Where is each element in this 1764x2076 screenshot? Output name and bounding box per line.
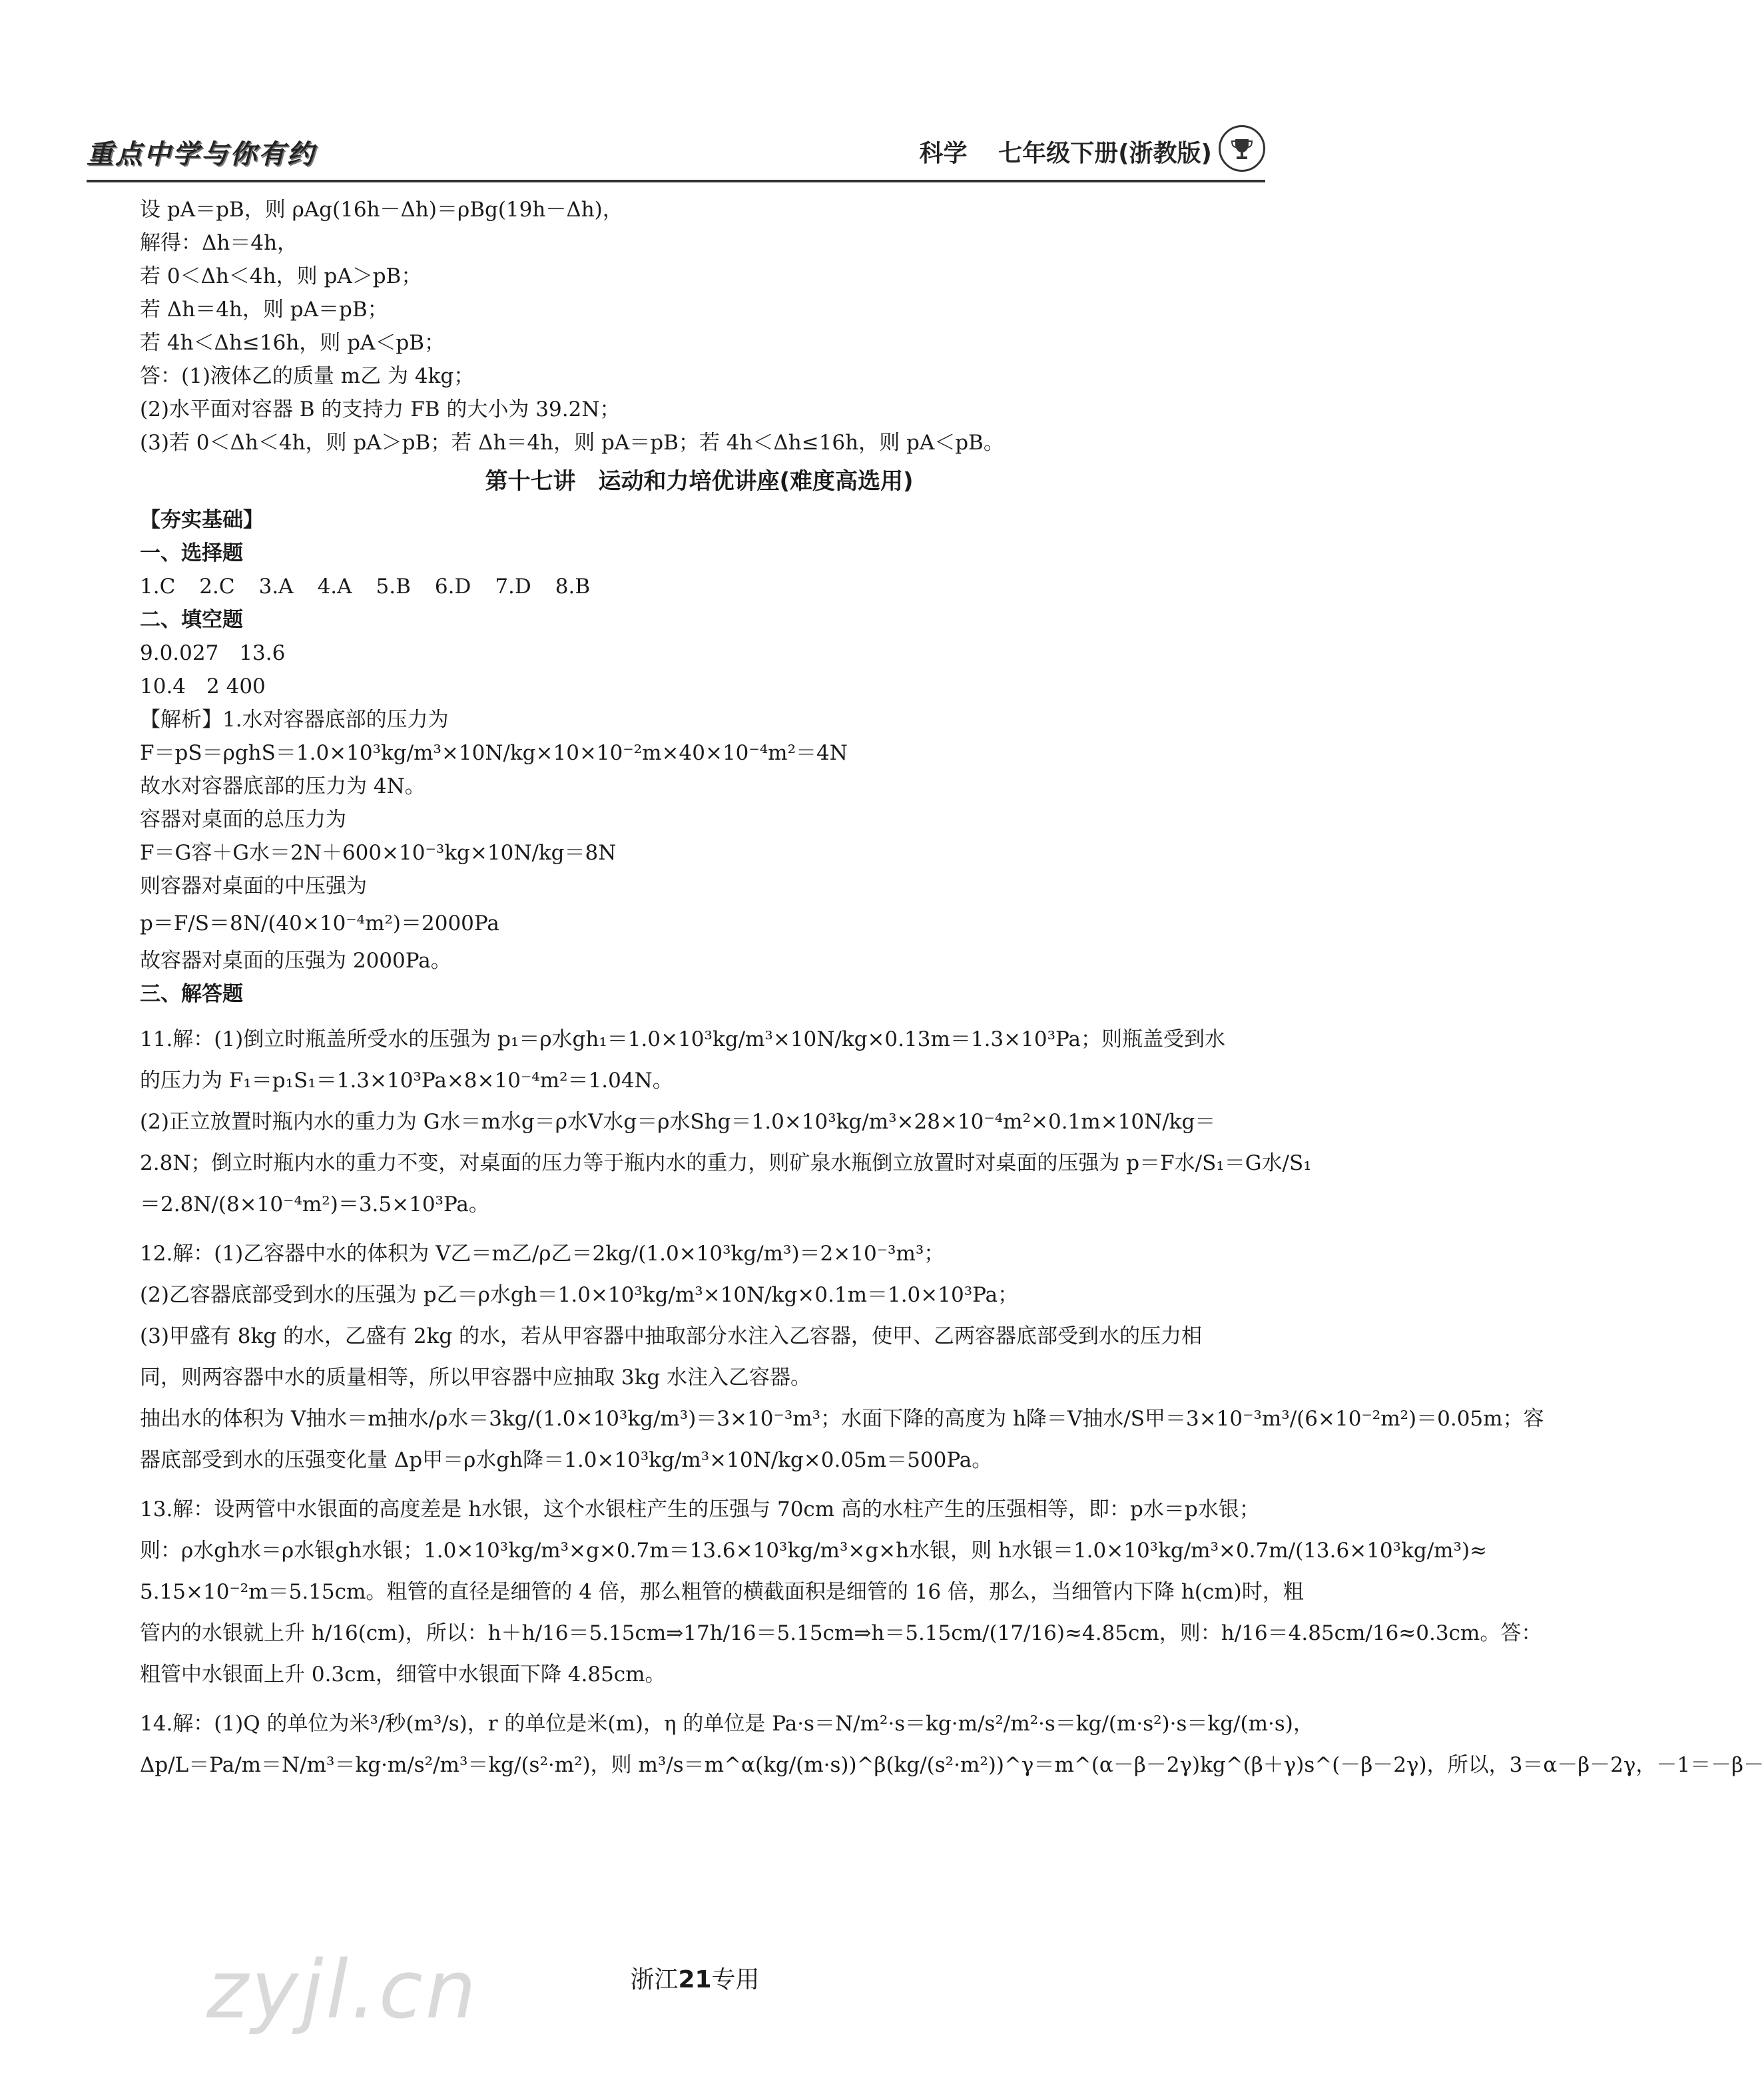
choice-answer: 4.A <box>317 575 352 599</box>
grade-label: 七年级下册(浙教版) <box>998 140 1212 167</box>
header-subject-grade <box>897 134 1212 168</box>
text-line: 设 pA＝pB，则 ρAg(16h－Δh)＝ρBg(19h－Δh)， <box>140 198 623 222</box>
q14-line: Δp/L＝Pa/m＝N/m³＝kg·m/s²/m³＝kg/(s²·m²)，则 m³/s＝m^α(kg/(m·s))^β(kg/(s²·m²))^γ＝m^(α－β－2γ)kg^(β＋γ)s^(－β－2γ)，所以，3＝α－β－2γ，－1＝－β－ <box>140 1753 1764 1777</box>
choice-answer: 8.B <box>555 575 591 599</box>
analysis-line: F＝pS＝ρghS＝1.0×10³kg/m³×10N/kg×10×10⁻²m×40×10⁻⁴m²＝4N <box>140 741 848 765</box>
q12-line: (3)甲盛有 8kg 的水，乙盛有 2kg 的水，若从甲容器中抽取部分水注入乙容器，使甲、乙两容器底部受到水的压力相 <box>140 1324 1203 1348</box>
page-number: 21 <box>678 1966 712 1993</box>
choice-answers <box>140 570 1259 603</box>
previous-answer-block <box>140 193 1259 459</box>
series-title: 重点中学与你有约 <box>87 139 316 170</box>
question-12 <box>140 1233 1544 1481</box>
choice-answer: 2.C <box>199 575 235 599</box>
watermark-logo: zyjl.cn <box>206 1944 479 2037</box>
choice-heading: 一、选择题 <box>140 541 243 565</box>
question-11 <box>140 1019 1312 1225</box>
analysis-line: 故水对容器底部的压力为 4N。 <box>140 774 426 798</box>
q13-line: 粗管中水银面上升 0.3cm，细管中水银面下降 4.85cm。 <box>140 1663 666 1687</box>
analysis-line: 故容器对桌面的压强为 2000Pa。 <box>140 949 451 973</box>
q12-line: (2)乙容器底部受到水的压强为 p乙＝ρ水gh＝1.0×10³kg/m³×10N/kg×0.1m＝1.0×10³Pa； <box>140 1283 1019 1307</box>
q11-line: ＝2.8N/(8×10⁻⁴m²)＝3.5×10³Pa。 <box>140 1192 489 1216</box>
solve-heading: 三、解答题 <box>140 982 243 1006</box>
choice-answer: 1.C <box>140 575 176 599</box>
choice-answer: 7.D <box>495 575 531 599</box>
text-line: (3)若 0＜Δh＜4h，则 pA＞pB；若 Δh＝4h，则 pA＝pB；若 4h＜Δh≤16h，则 pA＜pB。 <box>140 431 1004 455</box>
choice-answer: 3.A <box>258 575 294 599</box>
analysis-line: F＝G容＋G水＝2N＋600×10⁻³kg×10N/kg＝8N <box>140 841 617 865</box>
fill-heading: 二、填空题 <box>140 608 243 632</box>
text-line: 解得：Δh＝4h， <box>140 231 298 255</box>
q11-line: (2)正立放置时瓶内水的重力为 G水＝m水g＝ρ水V水g＝ρ水Shg＝1.0×10³kg/m³×28×10⁻⁴m²×0.1m×10N/kg＝ <box>140 1110 1216 1134</box>
analysis-line: 则容器对桌面的中压强为 <box>140 874 367 898</box>
text-line: 若 4h＜Δh≤16h，则 pA＜pB； <box>140 331 445 355</box>
q12-line: 抽出水的体积为 V抽水＝m抽水/ρ水＝3kg/(1.0×10³kg/m³)＝3×10⁻³m³；水面下降的高度为 h降＝V抽水/S甲＝3×10⁻³m³/(6×10⁻²m²)＝0.05m；容 <box>140 1407 1544 1431</box>
q13-line: 13.解：设两管中水银面的高度差是 h水银，这个水银柱产生的压强与 70cm 高的水柱产生的压强相等，即：p水＝p水银； <box>140 1497 1260 1521</box>
analysis-line: 【解析】1.水对容器底部的压力为 <box>140 708 449 732</box>
trophy-emblem-icon <box>1219 125 1265 172</box>
text-line: 答：(1)液体乙的质量 m乙 为 4kg； <box>140 364 475 388</box>
analysis-line: 容器对桌面的总压力为 <box>140 808 346 832</box>
section-title: 第十七讲 运动和力培优讲座(难度高选用) <box>485 468 914 495</box>
header-divider <box>87 180 1265 182</box>
analysis-line: p＝F/S＝8N/(40×10⁻⁴m²)＝2000Pa <box>140 911 499 935</box>
q14-line: 14.解：(1)Q 的单位为米³/秒(m³/s)，r 的单位是米(m)，η 的单位是 Pa·s＝N/m²·s＝kg·m/s²/m²·s＝kg/(m·s²)·s＝kg/(m·s)， <box>140 1712 1314 1736</box>
q13-line: 则：ρ水gh水＝ρ水银gh水银；1.0×10³kg/m³×g×0.7m＝13.6×10³kg/m³×g×h水银，则 h水银＝1.0×10³kg/m³×0.7m/(13.6×10³kg/m³)≈ <box>140 1539 1488 1563</box>
text-line: 若 Δh＝4h，则 pA＝pB； <box>140 298 388 322</box>
basics-block <box>140 503 1259 703</box>
q11-line: 的压力为 F₁＝p₁S₁＝1.3×10³Pa×8×10⁻⁴m²＝1.04N。 <box>140 1069 673 1093</box>
footer-prefix: 浙江 <box>630 1966 679 1993</box>
page-content <box>140 193 1764 1786</box>
fill-answer-10: 10.4 2 400 <box>140 674 266 698</box>
page-footer <box>0 1961 1390 1995</box>
basics-label: 【夯实基础】 <box>140 508 264 532</box>
q12-line: 器底部受到水的压强变化量 Δp甲＝ρ水gh降＝1.0×10³kg/m³×10N/kg×0.05m＝500Pa。 <box>140 1448 993 1472</box>
subject-label: 科学 <box>919 140 968 167</box>
text-line: 若 0＜Δh＜4h，则 pA＞pB； <box>140 264 422 288</box>
q12-line: 12.解：(1)乙容器中水的体积为 V乙＝m乙/ρ乙＝2kg/(1.0×10³kg/m³)＝2×10⁻³m³； <box>140 1242 945 1266</box>
question-14 <box>140 1703 1764 1786</box>
choice-answer: 6.D <box>434 575 471 599</box>
analysis-block <box>140 703 1259 977</box>
q13-line: 管内的水银就上升 h/16(cm)，所以：h＋h/16＝5.15cm⇒17h/16＝5.15cm⇒h＝5.15cm/(17/16)≈4.85cm，则：h/16＝4.85cm/16≈0.3cm。答： <box>140 1621 1542 1645</box>
q11-line: 11.解：(1)倒立时瓶盖所受水的压强为 p₁＝ρ水gh₁＝1.0×10³kg/m³×10N/kg×0.13m＝1.3×10³Pa；则瓶盖受到水 <box>140 1027 1225 1051</box>
question-13 <box>140 1489 1542 1695</box>
q13-line: 5.15×10⁻²m＝5.15cm。粗管的直径是细管的 4 倍，那么粗管的横截面积是细管的 16 倍，那么，当细管内下降 h(cm)时，粗 <box>140 1580 1304 1604</box>
footer-suffix: 专用 <box>711 1966 760 1993</box>
page-header <box>87 133 1265 170</box>
q12-line: 同，则两容器中水的质量相等，所以甲容器中应抽取 3kg 水注入乙容器。 <box>140 1366 812 1390</box>
fill-answer-9: 9.0.027 13.6 <box>140 641 286 665</box>
choice-answer: 5.B <box>376 575 411 599</box>
q11-line: 2.8N；倒立时瓶内水的重力不变，对桌面的压力等于瓶内水的重力，则矿泉水瓶倒立放置时对桌面的压强为 p＝F水/S₁＝G水/S₁ <box>140 1151 1312 1175</box>
text-line: (2)水平面对容器 B 的支持力 FB 的大小为 39.2N； <box>140 397 621 421</box>
